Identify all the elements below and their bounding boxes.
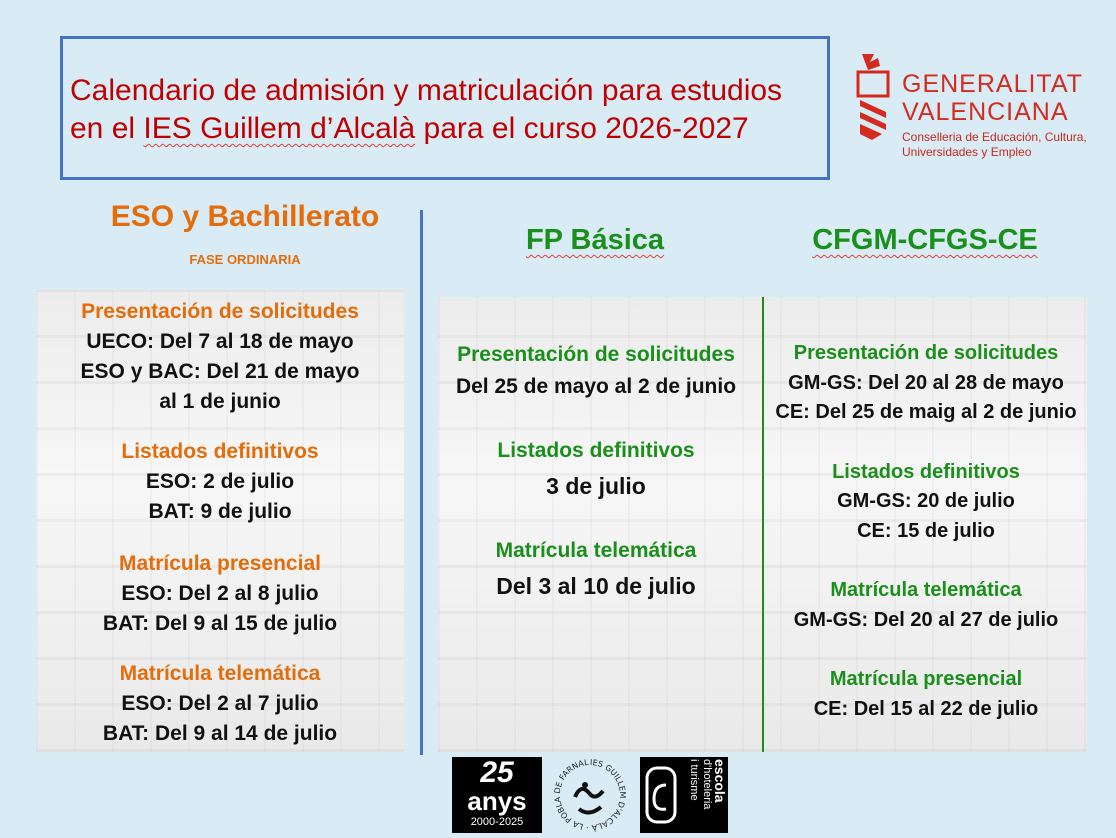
cf-section-title: Listados definitivos (832, 461, 1020, 483)
logo-sub-line-1: Conselleria de Educación, Cultura, (902, 130, 1087, 144)
title-line-2 (70, 110, 830, 148)
eso-section-title: Presentación de solicitudes (81, 300, 359, 323)
eso-subheading: FASE ORDINARIA (189, 252, 301, 267)
generalitat-logo (852, 52, 1102, 162)
cf-section-line: GM-GS: Del 20 al 28 de mayo (788, 372, 1064, 394)
fpb-section-line: 3 de julio (546, 473, 646, 499)
escola-line-1: escola (712, 759, 728, 803)
fpb-heading-text: FP Básica (525, 224, 665, 256)
school-name: IES Guillem d’Alcalà (143, 112, 416, 145)
logo-sub-line-2: Universidades y Empleo (902, 145, 1032, 159)
title-line-1: Calendario de admisión y matriculación para estudios (70, 74, 783, 107)
escola-mark-icon (644, 765, 678, 825)
eso-section-line: BAT: Del 9 al 14 de julio (102, 722, 338, 745)
cf-heading-text: CFGM-CFGS-CE (812, 224, 1038, 256)
seal-icon (545, 757, 635, 833)
anniversary-years: 2000-2025 (470, 816, 524, 828)
fpb-section-line: Del 3 al 10 de julio (496, 573, 696, 599)
column-divider (420, 210, 423, 755)
cf-section-line: CE: 15 de julio (857, 520, 995, 542)
cf-section-line: CE: Del 25 de maig al 2 de junio (775, 401, 1077, 423)
cf-section-line: GM-GS: 20 de julio (837, 490, 1015, 512)
escola-text (686, 759, 726, 831)
logo-name-line-1: GENERALITAT (902, 70, 1083, 98)
logo-department (902, 130, 1087, 160)
eso-section-line: ESO: Del 2 al 7 julio (121, 692, 319, 715)
eso-section-line: ESO y BAC: Del 21 de mayo (80, 360, 360, 383)
fpb-section-title: Presentación de solicitudes (457, 343, 735, 366)
eso-panel (36, 290, 404, 752)
eso-section-line: ESO: Del 2 al 8 julio (121, 582, 319, 605)
eso-section-line: BAT: 9 de julio (148, 500, 292, 523)
escola-line-2: d'hoteleria (701, 759, 713, 810)
fpb-section-title: Listados definitivos (497, 439, 695, 462)
fpb-heading (440, 224, 750, 257)
eso-heading: ESO y Bachillerato (110, 200, 380, 233)
anniversary-number: 25 (480, 756, 514, 789)
eso-section-line: ESO: 2 de julio (145, 470, 295, 493)
page-title (70, 72, 830, 148)
cf-heading (760, 224, 1090, 257)
eso-section-line: UECO: Del 7 al 18 de mayo (86, 330, 354, 353)
eso-section-title: Matrícula presencial (119, 552, 321, 575)
escola-line-3: i turisme (688, 759, 700, 801)
cf-section-title: Presentación de solicitudes (793, 342, 1059, 364)
eso-section-line: BAT: Del 9 al 15 de julio (102, 612, 338, 635)
cf-section-line: GM-GS: Del 20 al 27 de julio (793, 609, 1059, 631)
title-line-2-suffix: para el curso 2026-2027 (415, 112, 749, 145)
fp-column-divider (762, 297, 764, 752)
cf-section-title: Matrícula telemática (830, 579, 1022, 601)
eso-section-title: Matrícula telemática (119, 662, 321, 685)
fpb-section-line: Del 25 de mayo al 2 de junio (455, 375, 737, 398)
school-seal-logo (545, 757, 635, 833)
anniversary-word: anys (467, 786, 527, 816)
cf-section-title: Matrícula presencial (829, 668, 1023, 690)
anniversary-logo (452, 757, 542, 833)
logo-name-line-2: VALENCIANA (902, 98, 1069, 126)
logo-wordmark (902, 70, 1083, 126)
cf-section-line: CE: Del 15 al 22 de julio (813, 698, 1039, 720)
fpb-section-title: Matrícula telemática (495, 539, 697, 562)
coat-of-arms-icon (852, 52, 896, 142)
escola-hoteleria-logo (640, 757, 728, 833)
eso-section-line: al 1 de junio (159, 390, 281, 413)
eso-section-title: Listados definitivos (121, 440, 319, 463)
title-line-2-prefix: en el (70, 112, 144, 145)
seal-text: IES GUILLEM D'ALCALÀ · LA POBLA DE FARNAL (552, 757, 627, 833)
